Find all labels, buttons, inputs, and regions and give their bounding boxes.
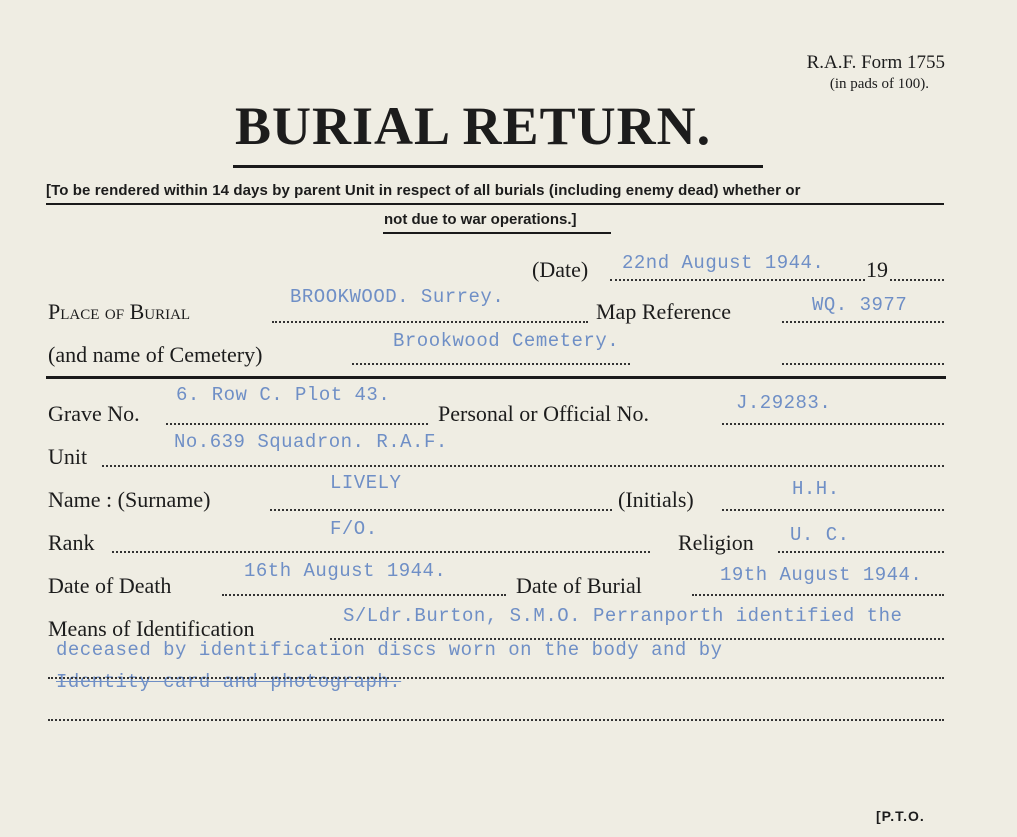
date-value: 22nd August 1944. [622, 252, 825, 274]
grave-no-value: 6. Row C. Plot 43. [176, 384, 391, 406]
surname-label: Name : (Surname) [48, 487, 211, 512]
initials-dotted-line [722, 509, 944, 511]
place-of-burial-value: BROOKWOOD. Surrey. [290, 286, 505, 308]
identification-dotted-line-1 [330, 638, 944, 640]
date-year-prefix: 19 [866, 257, 888, 282]
date-of-burial-dotted-line [692, 594, 944, 596]
instruction-underline-2 [383, 232, 611, 234]
cemetery-dotted-line [352, 363, 630, 365]
map-reference-label: Map Reference [596, 299, 731, 324]
date-of-death-value: 16th August 1944. [244, 560, 447, 582]
grave-no-dotted-line [166, 423, 428, 425]
identification-dotted-line-2 [48, 677, 944, 679]
title-underline [233, 165, 763, 168]
surname-value: LIVELY [330, 472, 402, 494]
grave-no-label: Grave No. [48, 401, 140, 426]
instruction-underline-1 [46, 203, 944, 205]
cemetery-value: Brookwood Cemetery. [393, 330, 620, 352]
instruction-line-2: not due to war operations.] [384, 211, 577, 228]
cemetery-label: (and name of Cemetery) [48, 342, 263, 367]
date-label: (Date) [532, 257, 589, 282]
cemetery-extra-dotted-line [782, 363, 944, 365]
identification-label: Means of Identification [48, 616, 255, 641]
rank-dotted-line [112, 551, 650, 553]
surname-dotted-line [270, 509, 612, 511]
unit-dotted-line [102, 465, 944, 467]
identification-value-line-1: S/Ldr.Burton, S.M.O. Perranporth identified the [343, 605, 903, 627]
rank-value: F/O. [330, 518, 378, 540]
date-of-burial-label: Date of Burial [516, 573, 642, 598]
form-number: R.A.F. Form 1755 [806, 52, 945, 73]
date-of-death-dotted-line [222, 594, 506, 596]
pto-note: [P.T.O. [876, 808, 925, 824]
initials-value: H.H. [792, 478, 840, 500]
unit-label: Unit [48, 444, 88, 469]
unit-value: No.639 Squadron. R.A.F. [174, 431, 448, 453]
form-title: BURIAL RETURN. [235, 96, 712, 156]
form-pad-note: (in pads of 100). [829, 76, 929, 92]
date-dotted-line [610, 279, 865, 281]
personal-no-dotted-line [722, 423, 944, 425]
personal-no-label: Personal or Official No. [438, 401, 649, 426]
identification-value-line-2: deceased by identification discs worn on the body and by [56, 639, 723, 661]
religion-label: Religion [678, 530, 754, 555]
identification-dotted-line-3 [48, 719, 944, 721]
date-year-dotted-line [890, 279, 944, 281]
place-of-burial-dotted-line [272, 321, 588, 323]
section-divider [46, 376, 946, 379]
date-of-burial-value: 19th August 1944. [720, 564, 923, 586]
religion-dotted-line [778, 551, 944, 553]
initials-label: (Initials) [618, 487, 694, 512]
rank-label: Rank [48, 530, 95, 555]
identification-value-line-3: Identity card and photograph. [56, 671, 402, 693]
map-reference-value: WQ. 3977 [812, 294, 908, 316]
date-of-death-label: Date of Death [48, 573, 172, 598]
personal-no-value: J.29283. [736, 392, 832, 414]
map-reference-dotted-line [782, 321, 944, 323]
place-of-burial-label: Place of Burial [48, 299, 191, 324]
instruction-line-1: [To be rendered within 14 days by parent Unit in respect of all burials (including enemy dead) whether or [46, 182, 801, 199]
religion-value: U. C. [790, 524, 850, 546]
